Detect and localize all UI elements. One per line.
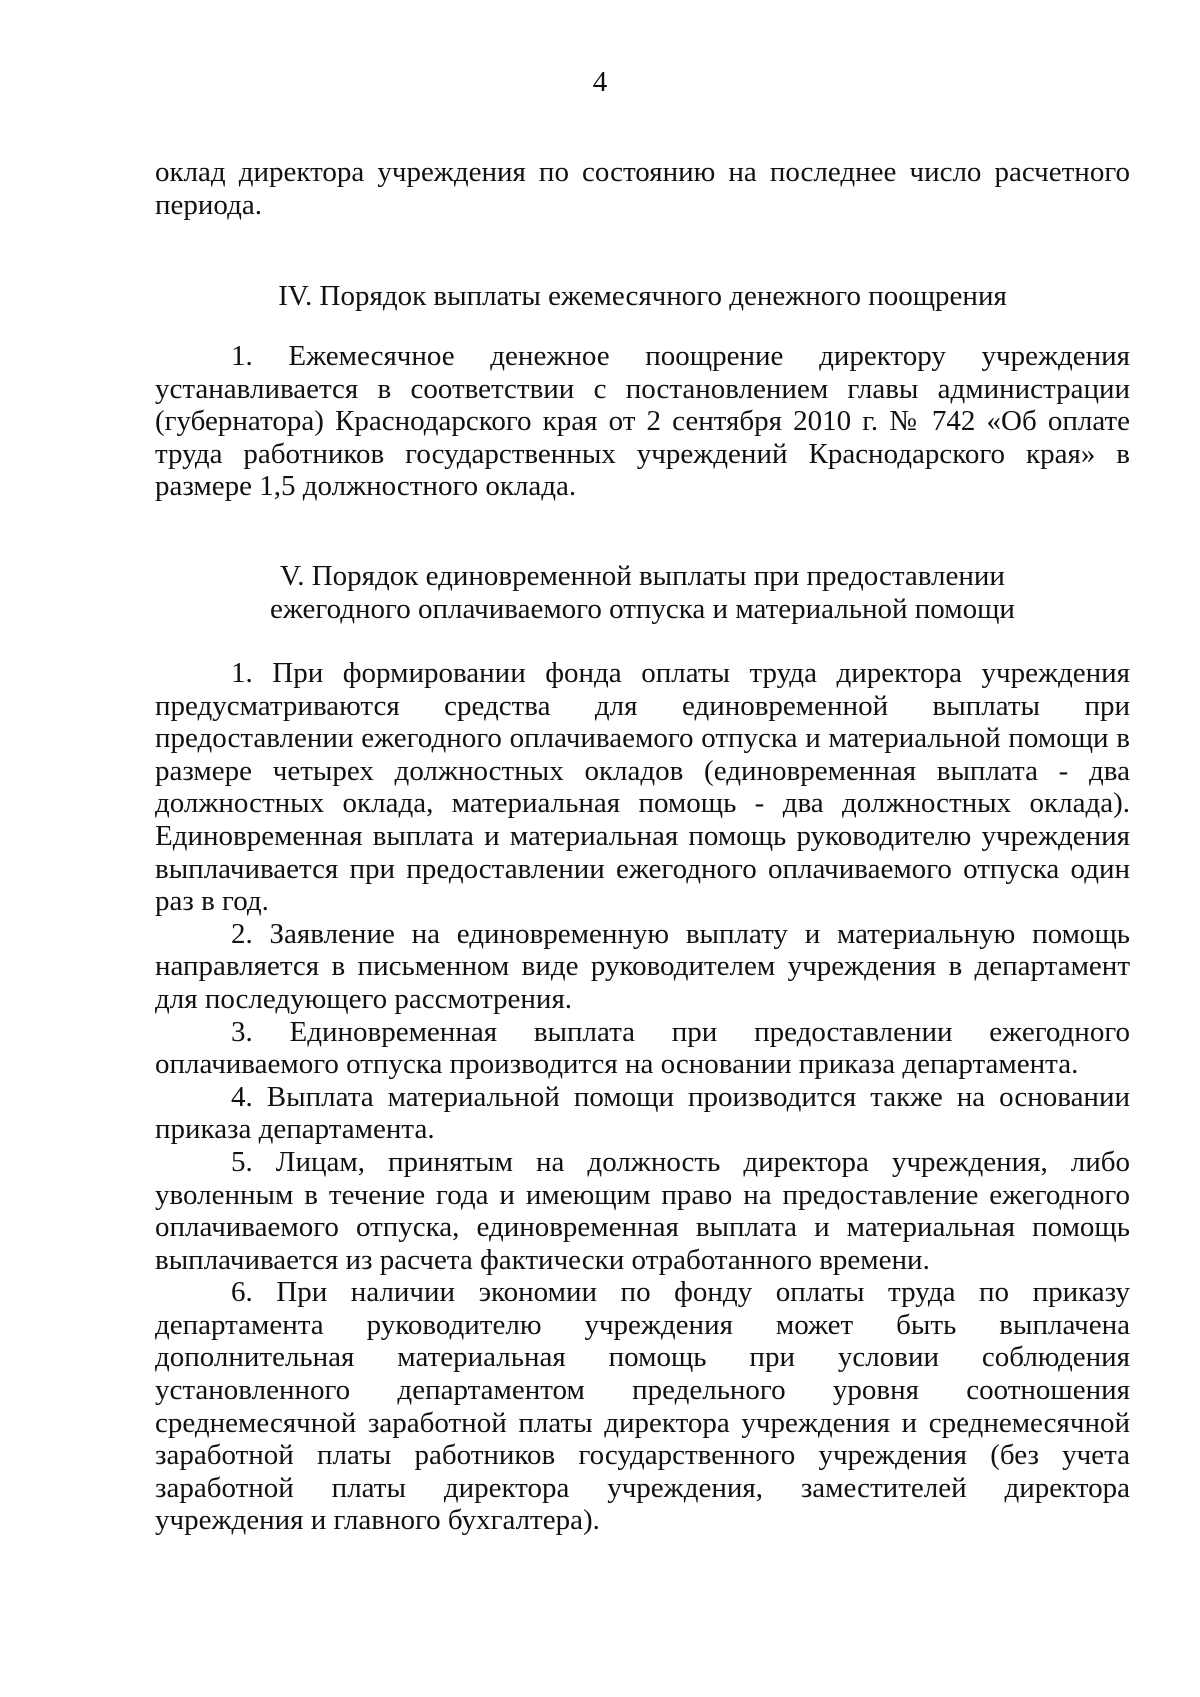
section-iv-heading-text: IV. Порядок выплаты ежемесячного денежного поощрения [278,280,1007,312]
section-iv-paragraph-1: 1. Ежемесячное денежное поощрение директору учреждения устанавливается в соответствии с постановлением главы администрации (губернатора) Краснодарского края от 2 сентября 2010 г. № 742 «Об оплате труда работников государственных учреждений Краснодарского края» в размере 1,5 должностного оклада. [155,340,1130,503]
intro-block [155,156,1130,221]
section-v-heading [155,560,1130,626]
section-v-paragraph-1: 1. При формировании фонда оплаты труда директора учреждения предусматриваются средства для единовременной выплаты при предоставлении ежегодного оплачиваемого отпуска и материальной помощи в размере четырех должностных окладов (единовременная выплата - два должностных оклада, материальная помощь - два должностных оклада). Единовременная выплата и материальная помощь руководителю учреждения выплачивается при предоставлении ежегодного оплачиваемого отпуска один раз в год. [155,657,1130,918]
page-number: 4 [592,66,608,98]
section-v-heading-line-1: V. Порядок единовременной выплаты при предоставлении [280,560,1005,592]
section-iv-heading [155,280,1130,313]
section-v-paragraph-2: 2. Заявление на единовременную выплату и материальную помощь направляется в письменном виде руководителем учреждения в департамент для последующего рассмотрения. [155,917,1130,1015]
intro-paragraph: оклад директора учреждения по состоянию на последнее число расчетного периода. [155,156,1130,221]
section-v-heading-line-2: ежегодного оплачиваемого отпуска и материальной помощи [270,593,1015,625]
section-v-paragraph-3: 3. Единовременная выплата при предоставлении ежегодного оплачиваемого отпуска производится на основании приказа департамента. [155,1015,1130,1081]
section-v-paragraph-6: 6. При наличии экономии по фонду оплаты труда по приказу департамента руководителю учреждения может быть выплачена дополнительная материальная помощь при условии соблюдения установленного департаментом предельного уровня соотношения среднемесячной заработной платы директора учреждения и среднемесячной заработной платы работников государственного учреждения (без учета заработной платы директора учреждения, заместителей директора учреждения и главного бухгалтера). [155,1276,1130,1537]
section-v-paragraph-5: 5. Лицам, принятым на должность директора учреждения, либо уволенным в течение года и имеющим право на предоставление ежегодного оплачиваемого отпуска, единовременная выплата и материальная помощь выплачивается из расчета фактически отработанного времени. [155,1145,1130,1276]
section-v-body [155,657,1130,1537]
section-iv-body [155,340,1130,503]
section-v-paragraph-4: 4. Выплата материальной помощи производится также на основании приказа департамента. [155,1080,1130,1146]
